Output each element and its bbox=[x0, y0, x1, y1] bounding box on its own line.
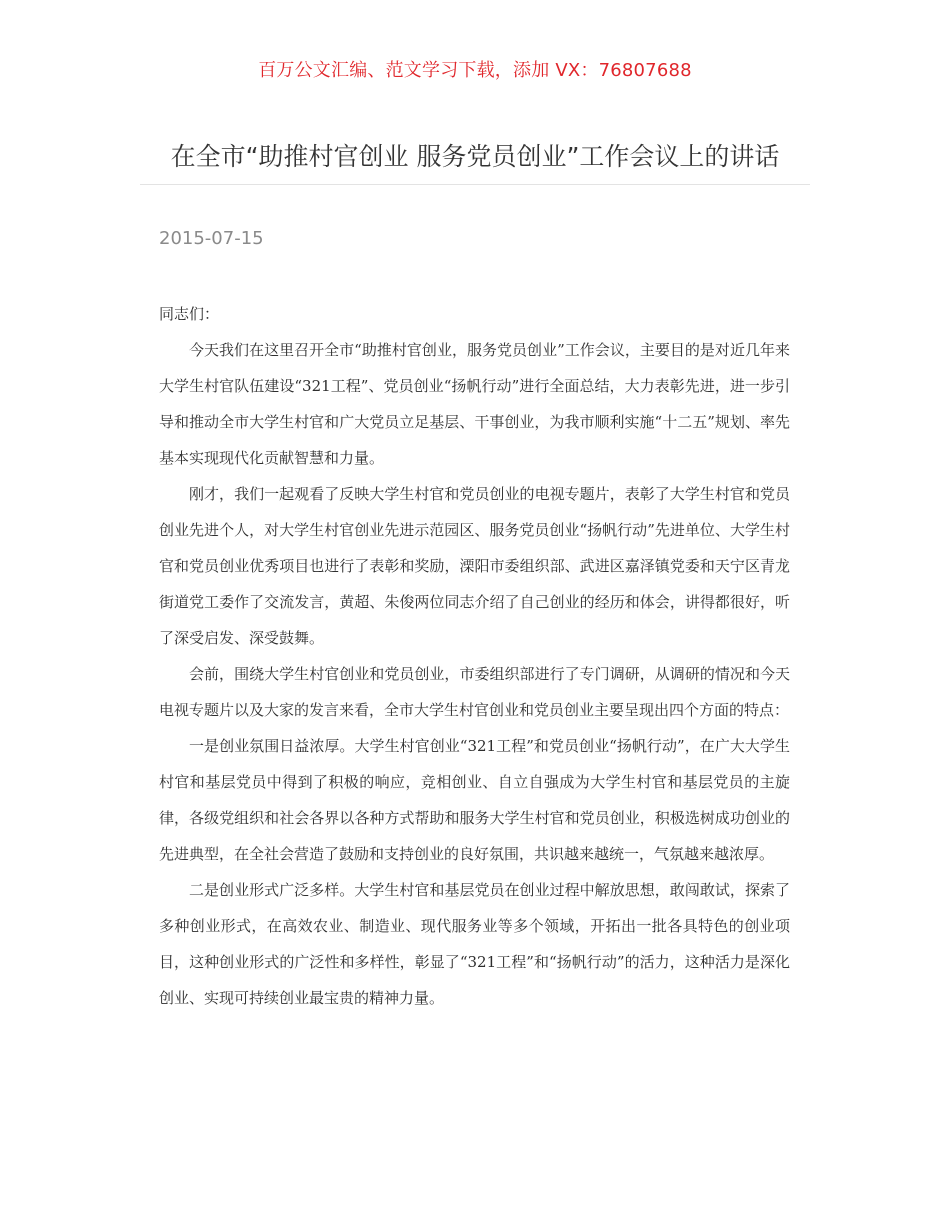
paragraph: 一是创业氛围日益浓厚。大学生村官创业“321工程”和党员创业“扬帆行动”，在广大大学生村官和基层党员中得到了积极的响应，竞相创业、自立自强成为大学生村官和基层党员的主旋律，各级党组织和社会各界以各种方式帮助和服务大学生村官和党员创业，积极选树成功创业的先进典型，在全社会营造了鼓励和支持创业的良好氛围，共识越来越统一，气氛越来越浓厚。 bbox=[159, 737, 790, 863]
title-divider bbox=[140, 184, 810, 185]
salutation: 同志们： bbox=[159, 305, 220, 323]
paragraph: 今天我们在这里召开全市“助推村官创业，服务党员创业”工作会议，主要目的是对近几年来大学生村官队伍建设“321工程”、党员创业“扬帆行动”进行全面总结，大力表彰先进，进一步引导和推动全市大学生村官和广大党员立足基层、干事创业，为我市顺利实施“十二五”规划、率先基本实现现代化贡献智慧和力量。 bbox=[159, 341, 790, 467]
paragraph: 刚才，我们一起观看了反映大学生村官和党员创业的电视专题片，表彰了大学生村官和党员创业先进个人，对大学生村官创业先进示范园区、服务党员创业“扬帆行动”先进单位、大学生村官和党员创业优秀项目也进行了表彰和奖励，溧阳市委组织部、武进区嘉泽镇党委和天宁区青龙街道党工委作了交流发言，黄超、朱俊两位同志介绍了自己创业的经历和体会，讲得都很好，听了深受启发、深受鼓舞。 bbox=[159, 485, 790, 647]
paragraph: 会前，围绕大学生村官创业和党员创业，市委组织部进行了专门调研，从调研的情况和今天电视专题片以及大家的发言来看，全市大学生村官创业和党员创业主要呈现出四个方面的特点： bbox=[159, 665, 790, 719]
article-body bbox=[159, 296, 790, 1016]
promo-banner: 百万公文汇编、范文学习下载，添加 VX：76807688 bbox=[258, 60, 692, 81]
article-title: 在全市“助推村官创业 服务党员创业”工作会议上的讲话 bbox=[170, 142, 780, 171]
publish-date: 2015-07-15 bbox=[159, 228, 264, 249]
paragraph: 二是创业形式广泛多样。大学生村官和基层党员在创业过程中解放思想，敢闯敢试，探索了多种创业形式，在高效农业、制造业、现代服务业等多个领域，开拓出一批各具特色的创业项目，这种创业形式的广泛性和多样性，彰显了“321工程”和“扬帆行动”的活力，这种活力是深化创业、实现可持续创业最宝贵的精神力量。 bbox=[159, 881, 790, 1007]
